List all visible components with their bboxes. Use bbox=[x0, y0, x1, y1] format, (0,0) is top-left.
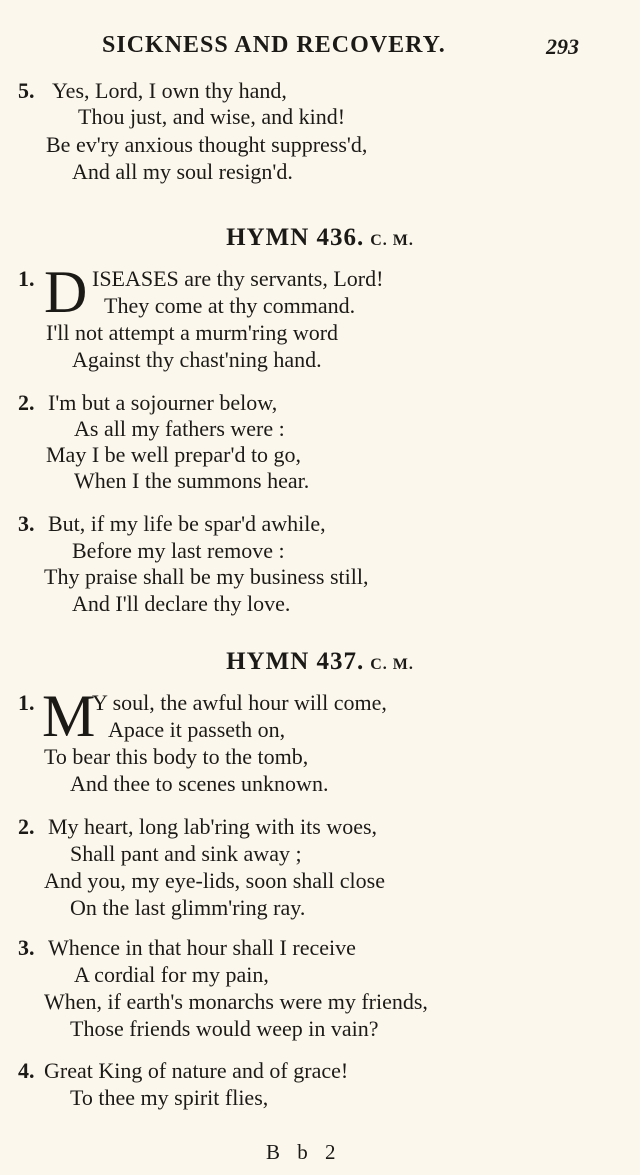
verse-line: My heart, long lab'ring with its woes, bbox=[48, 814, 378, 839]
header-title: SICKNESS AND RECOVERY. bbox=[102, 32, 446, 58]
verse-line: And you, my eye-lids, soon shall close bbox=[44, 868, 385, 893]
verse-line: On the last glimm'ring ray. bbox=[70, 895, 306, 920]
verse-number: 1. bbox=[18, 690, 35, 715]
verse-line: They come at thy command. bbox=[104, 293, 356, 318]
verse-line: Apace it passeth on, bbox=[108, 717, 286, 742]
verse-line: But, if my life be spar'd awhile, bbox=[48, 511, 326, 536]
verse-number: 5. bbox=[18, 78, 35, 103]
verse-number: 2. bbox=[18, 814, 35, 839]
verse-line: Thou just, and wise, and kind! bbox=[78, 104, 346, 129]
running-header bbox=[0, 32, 640, 66]
page-number: 293 bbox=[546, 34, 579, 59]
verse-number: 4. bbox=[18, 1058, 35, 1083]
verse-line: Shall pant and sink away ; bbox=[70, 841, 302, 866]
verse-number: 3. bbox=[18, 511, 35, 536]
verse-line: When I the summons hear. bbox=[74, 468, 310, 493]
verse-line: Before my last remove : bbox=[72, 538, 285, 563]
hymn-number: HYMN 436. bbox=[226, 224, 365, 251]
hymn-title bbox=[0, 224, 640, 252]
verse-line: Whence in that hour shall I receive bbox=[48, 935, 356, 960]
hymn-number: HYMN 437. bbox=[226, 648, 365, 675]
verse-line: ISEASES are thy servants, Lord! bbox=[92, 266, 384, 291]
verse-line: May I be well prepar'd to go, bbox=[46, 442, 302, 467]
drop-cap: D bbox=[44, 259, 88, 325]
verse-line: Great King of nature and of grace! bbox=[44, 1058, 349, 1083]
verse-line: Against thy chast'ning hand. bbox=[72, 347, 322, 372]
verse-line: When, if earth's monarchs were my friends, bbox=[44, 989, 428, 1014]
verse-line: Y soul, the awful hour will come, bbox=[92, 690, 387, 715]
verse-number: 1. bbox=[18, 266, 35, 291]
verse-line: Yes, Lord, I own thy hand, bbox=[52, 78, 287, 103]
verse-line: And all my soul resign'd. bbox=[72, 159, 293, 184]
verse-number: 2. bbox=[18, 390, 35, 415]
hymn-meter: C. M. bbox=[370, 232, 414, 249]
verse-line: And thee to scenes unknown. bbox=[70, 771, 329, 796]
verse-line: To thee my spirit flies, bbox=[70, 1085, 269, 1110]
hymn-title bbox=[0, 648, 640, 676]
verse-line: And I'll declare thy love. bbox=[72, 591, 291, 616]
verse-line: As all my fathers were : bbox=[74, 416, 285, 441]
hymn-meter: C. M. bbox=[370, 656, 414, 673]
verse-line: To bear this body to the tomb, bbox=[44, 744, 309, 769]
verse-line: I'll not attempt a murm'ring word bbox=[46, 320, 339, 345]
signature-mark: B b 2 bbox=[266, 1140, 342, 1164]
verse-line: Thy praise shall be my business still, bbox=[44, 564, 369, 589]
verse-number: 3. bbox=[18, 935, 35, 960]
verse-line: A cordial for my pain, bbox=[74, 962, 269, 987]
verse-line: Be ev'ry anxious thought suppress'd, bbox=[46, 132, 368, 157]
drop-cap: M bbox=[42, 683, 96, 749]
verse-line: I'm but a sojourner below, bbox=[48, 390, 278, 415]
verse-line: Those friends would weep in vain? bbox=[70, 1016, 379, 1041]
